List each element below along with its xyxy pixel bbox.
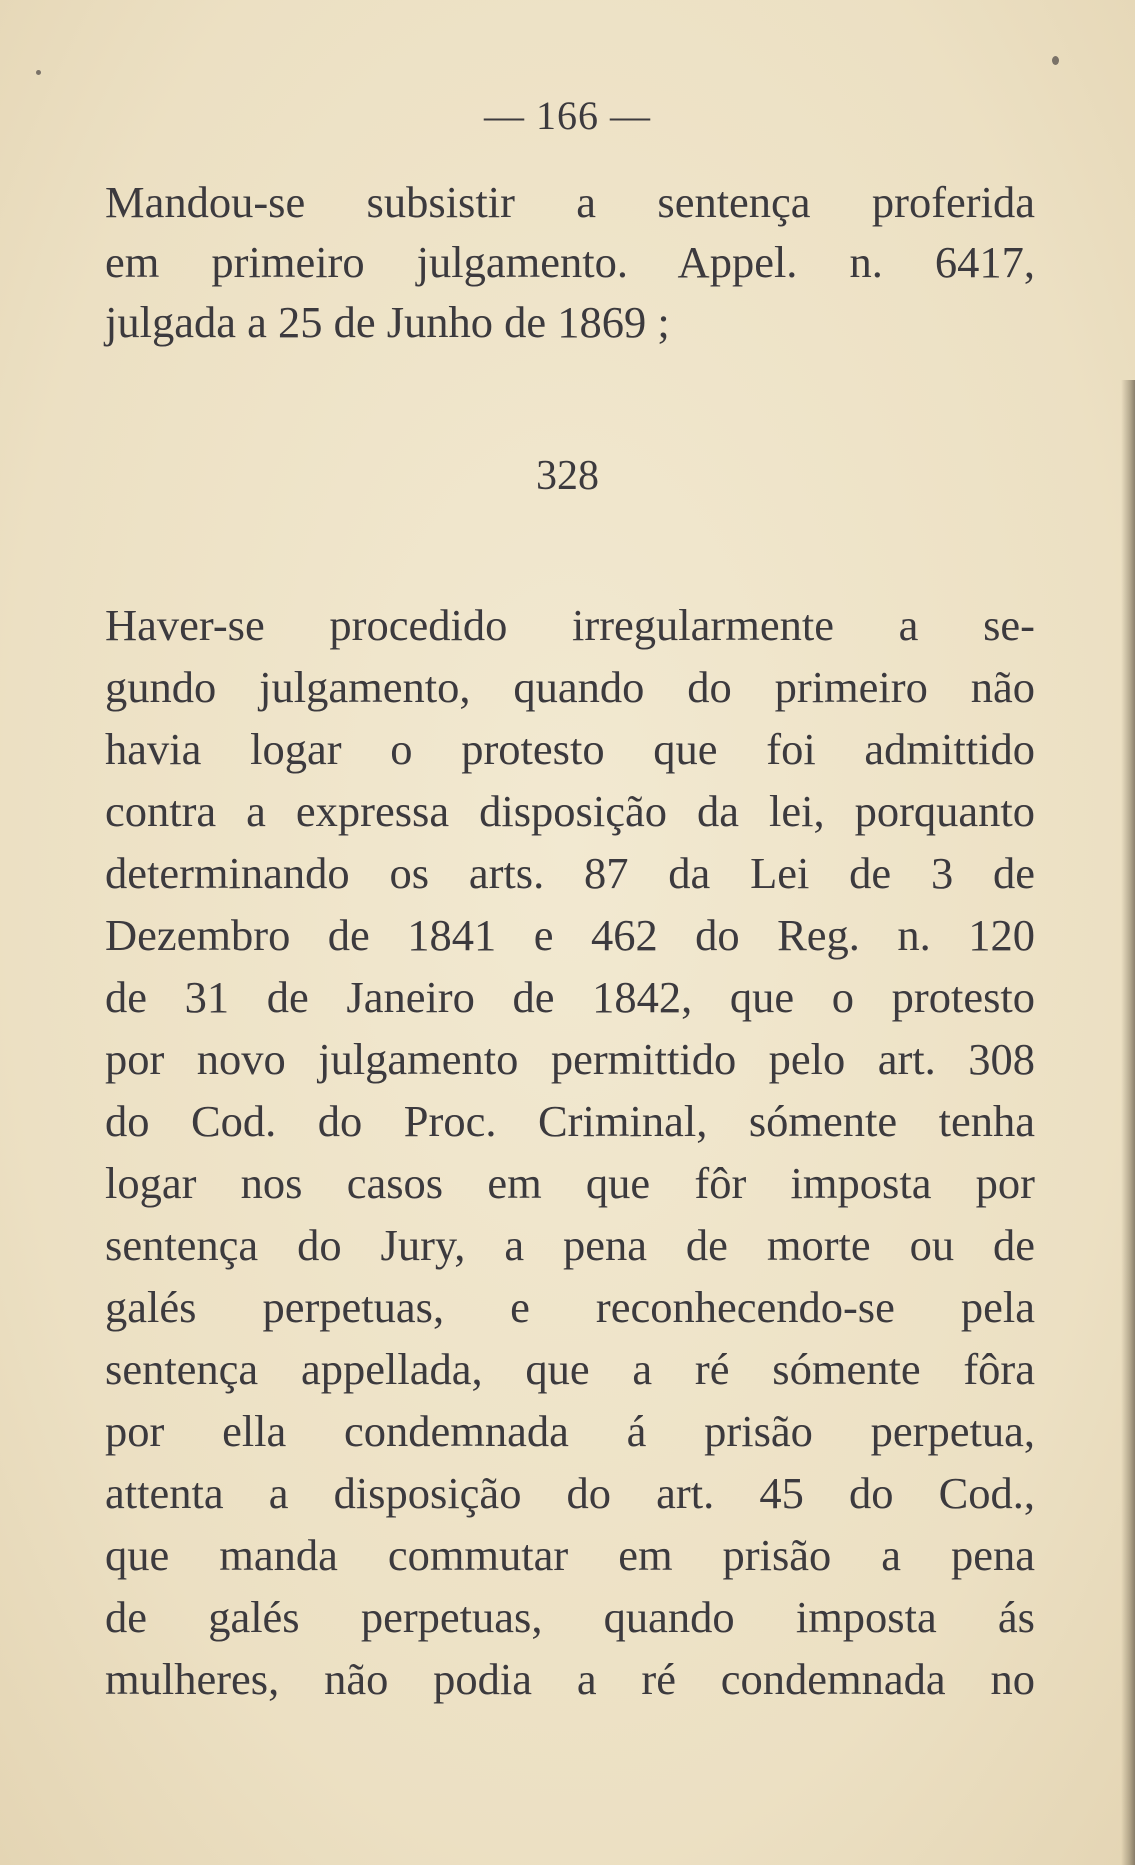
- text-line: sentença appellada, que a ré sómente fôra: [105, 1344, 1035, 1394]
- text-line: attenta a disposição do art. 45 do Cod.,: [105, 1468, 1035, 1518]
- text-line: mulheres, não podia a ré condemnada no: [105, 1654, 1035, 1704]
- ink-speck: [36, 70, 41, 75]
- text-line: de galés perpetuas, quando imposta ás: [105, 1592, 1035, 1642]
- ink-speck: [1052, 56, 1059, 65]
- text-line: galés perpetuas, e reconhecendo-se pela: [105, 1282, 1035, 1332]
- text-line: Haver-se procedido irregularmente a se-: [105, 600, 1035, 650]
- page-edge-shadow: [1121, 380, 1135, 1865]
- text-line: logar nos casos em que fôr imposta por: [105, 1158, 1035, 1208]
- text-line: por novo julgamento permittido pelo art. 308: [105, 1034, 1035, 1084]
- text-line: em primeiro julgamento. Appel. n. 6417,: [105, 237, 1035, 287]
- text-line: por ella condemnada á prisão perpetua,: [105, 1406, 1035, 1456]
- text-line: de 31 de Janeiro de 1842, que o protesto: [105, 972, 1035, 1022]
- text-line: julgada a 25 de Junho de 1869 ;: [105, 297, 670, 347]
- section-number: 328: [536, 453, 599, 499]
- text-line: contra a expressa disposição da lei, porquanto: [105, 786, 1035, 836]
- text-line: sentença do Jury, a pena de morte ou de: [105, 1220, 1035, 1270]
- text-line: que manda commutar em prisão a pena: [105, 1530, 1035, 1580]
- text-line: gundo julgamento, quando do primeiro não: [105, 662, 1035, 712]
- page-number: — 166 —: [484, 93, 651, 138]
- text-line: havia logar o protesto que foi admittido: [105, 724, 1035, 774]
- text-line: Dezembro de 1841 e 462 do Reg. n. 120: [105, 910, 1035, 960]
- text-line: determinando os arts. 87 da Lei de 3 de: [105, 848, 1035, 898]
- text-line: do Cod. do Proc. Criminal, sómente tenha: [105, 1096, 1035, 1146]
- text-line: Mandou-se subsistir a sentença proferida: [105, 177, 1035, 227]
